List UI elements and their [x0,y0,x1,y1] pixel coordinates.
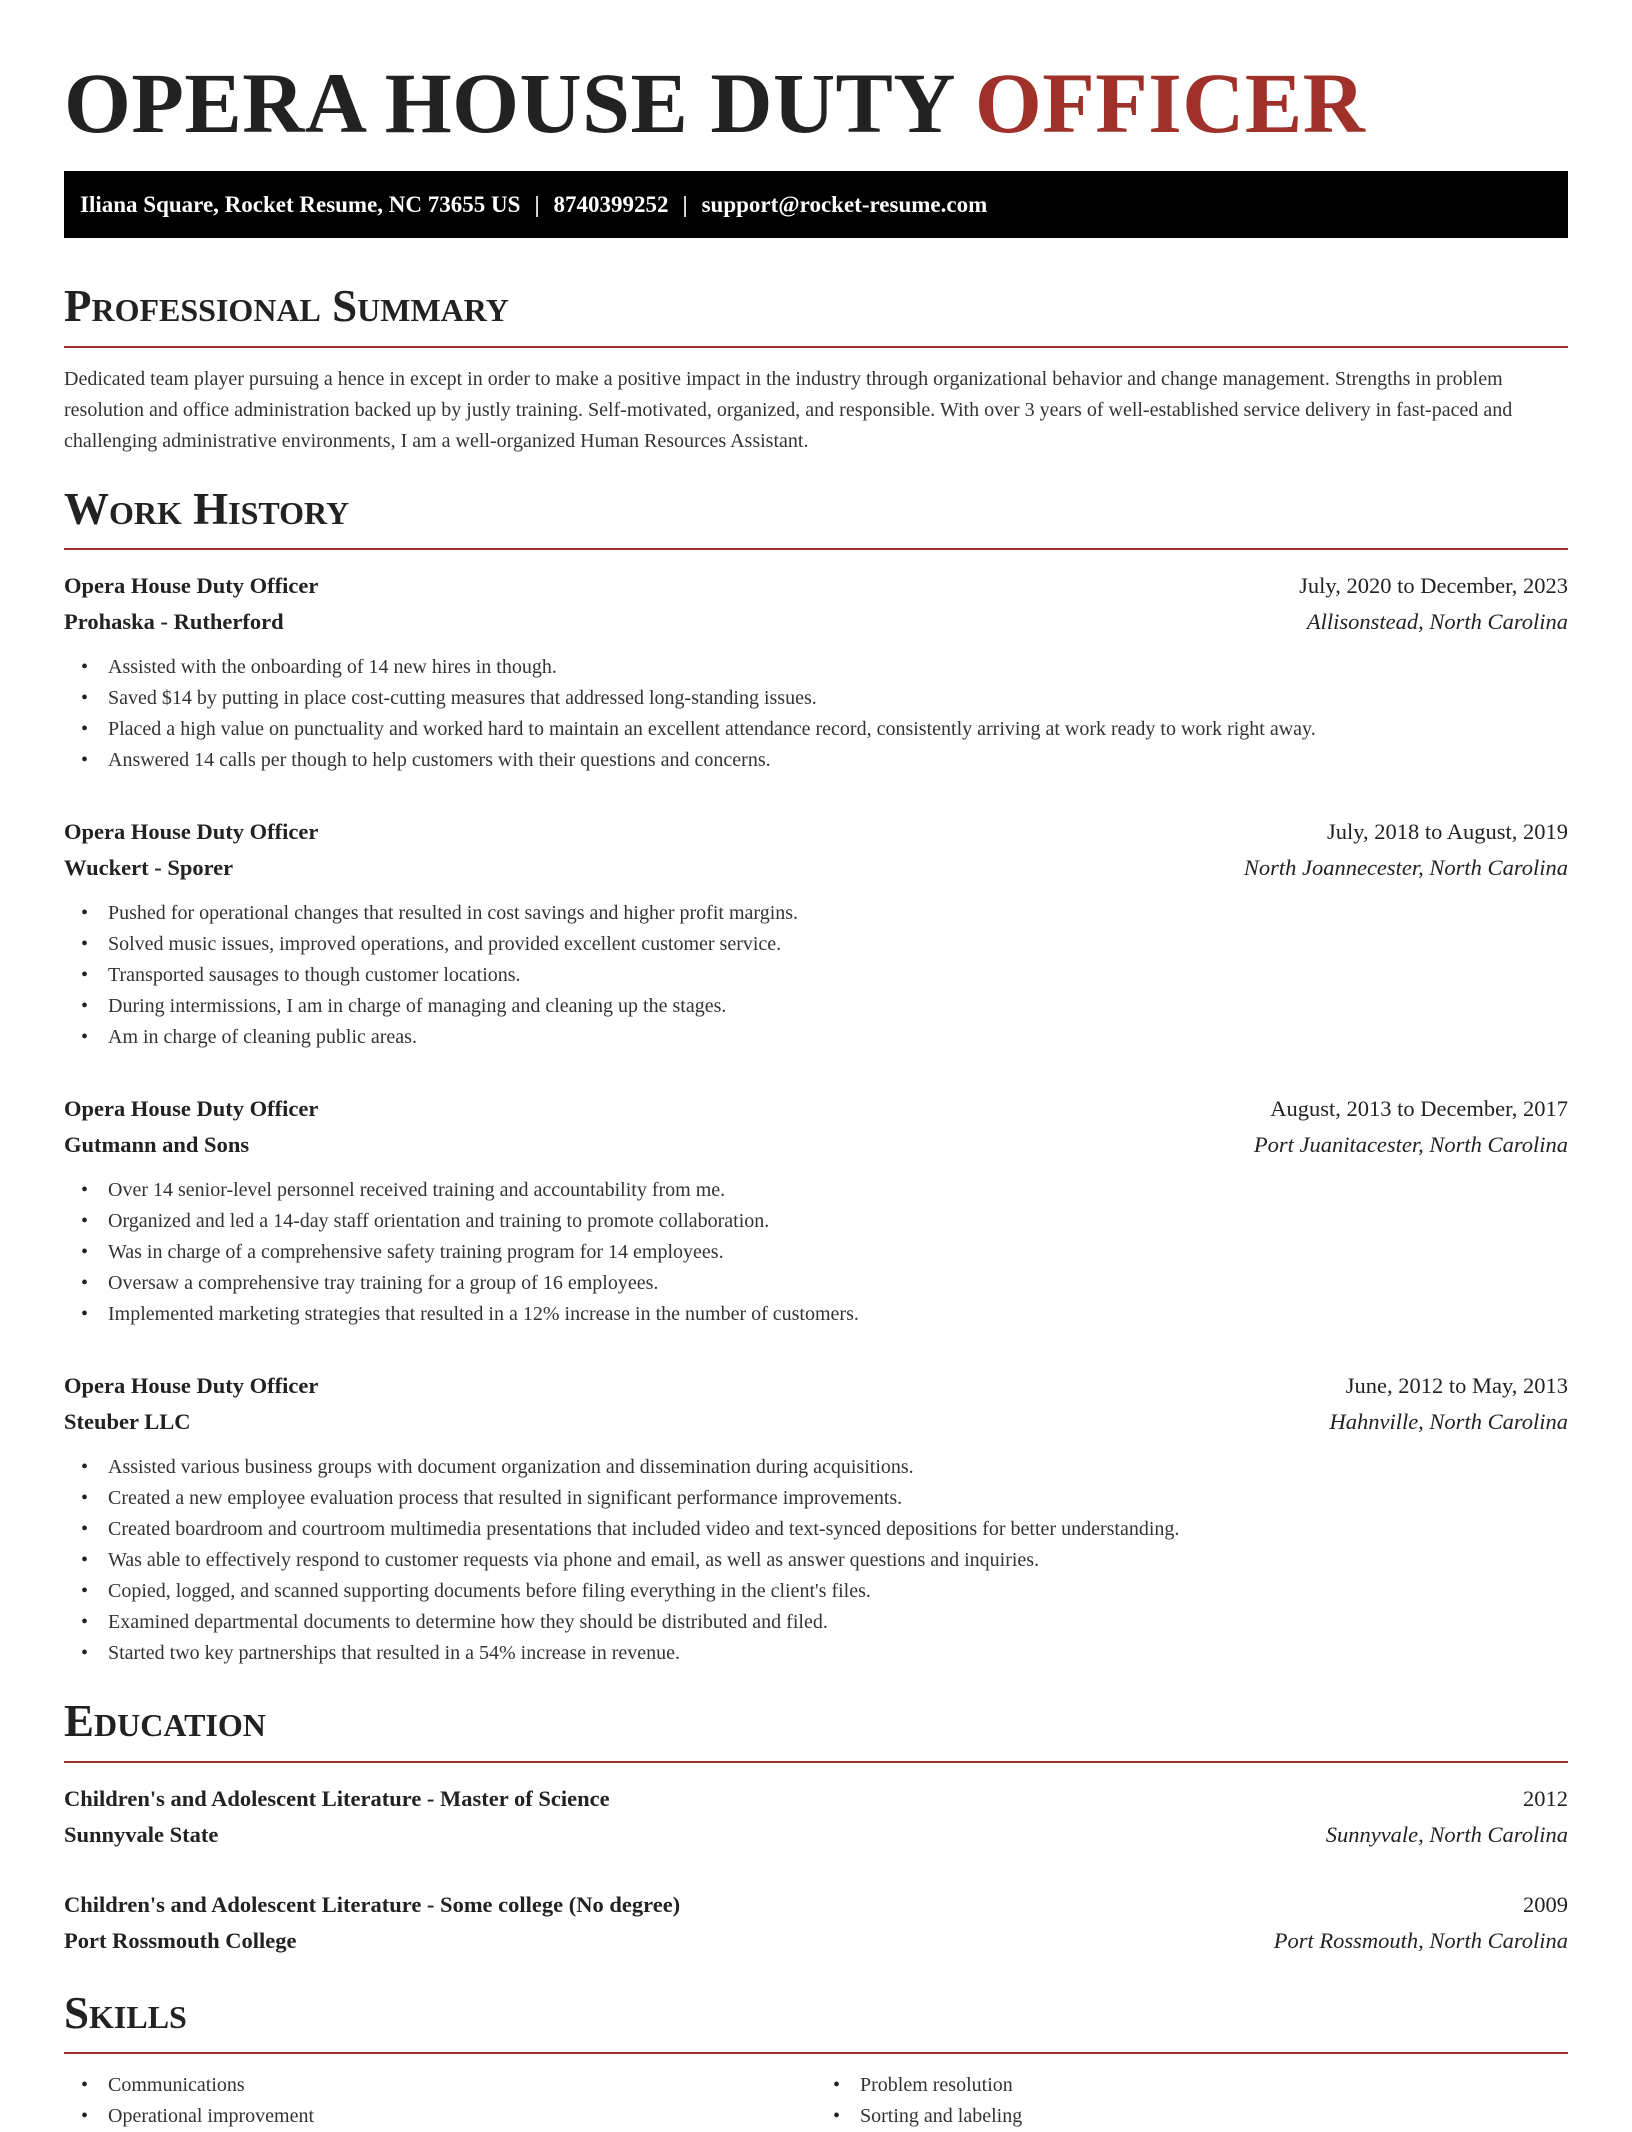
education-section [64,1697,1568,1959]
summary-section [64,282,1568,457]
job-title: Opera House Duty Officer [64,573,319,599]
job-bullet: • Saved $14 by putting in place cost-cutting measures that addressed long-standing issues. [108,683,1568,714]
job-bullet: • Copied, logged, and scanned supporting documents before filing everything in the client's files. [108,1576,1568,1607]
job-dates: June, 2012 to May, 2013 [1345,1373,1568,1399]
education-school: Port Rossmouth College [64,1927,297,1953]
job-bullet: • Over 14 senior-level personnel received training and accountability from me. [108,1175,1568,1206]
job-bullet: • During intermissions, I am in charge of managing and cleaning up the stages. [108,991,1568,1022]
job-bullet: • Created boardroom and courtroom multimedia presentations that included video and text-synced depositions for better understanding. [108,1514,1568,1545]
job-bullet: • Am in charge of cleaning public areas. [108,1022,1568,1053]
job-title: Opera House Duty Officer [64,1096,319,1122]
job-title: Opera House Duty Officer [64,1373,319,1399]
job-bullet: • Organized and led a 14-day staff orientation and training to promote collaboration. [108,1206,1568,1237]
education-year: 2009 [1523,1891,1568,1917]
job-bullets [64,1175,1568,1330]
job-entry [64,1368,1568,1669]
education-degree: Children's and Adolescent Literature - Master of Science [64,1785,610,1811]
job-location: Allisonstead, North Carolina [1306,609,1568,635]
contact-separator: | [682,191,688,217]
job-bullet: • Was in charge of a comprehensive safety training program for 14 employees. [108,1237,1568,1268]
education-location: Sunnyvale, North Carolina [1325,1821,1568,1847]
summary-heading: Professional Summary [64,282,1568,348]
resume-title [64,0,1568,155]
job-entry [64,1091,1568,1330]
job-dates: July, 2020 to December, 2023 [1299,573,1568,599]
job-company: Gutmann and Sons [64,1132,250,1158]
job-bullet: • Pushed for operational changes that resulted in cost savings and higher profit margins. [108,898,1568,929]
job-bullet: • Created a new employee evaluation process that resulted in significant performance improvements. [108,1483,1568,1514]
skill-item: • Communications [108,2070,816,2101]
job-entry [64,814,1568,1053]
contact-phone: 8740399252 [553,191,669,217]
education-location: Port Rossmouth, North Carolina [1273,1927,1568,1953]
job-title: Opera House Duty Officer [64,819,319,845]
job-location: Hahnville, North Carolina [1329,1409,1568,1435]
job-location: North Joannecester, North Carolina [1243,855,1568,881]
job-dates: August, 2013 to December, 2017 [1270,1096,1568,1122]
job-bullet: • Examined departmental documents to determine how they should be distributed and filed. [108,1607,1568,1638]
job-bullet: • Was able to effectively respond to customer requests via phone and email, as well as answer questions and inquiries. [108,1545,1568,1576]
education-entry [64,1781,1568,1853]
skill-item: • Problem resolution [860,2070,1568,2101]
job-bullet: • Started two key partnerships that resulted in a 54% increase in revenue. [108,1638,1568,1669]
contact-address: Iliana Square, Rocket Resume, NC 73655 US [80,191,521,217]
job-entry [64,568,1568,776]
skills-section [64,1989,1568,2132]
job-bullets [64,1452,1568,1669]
skill-item: • Sorting and labeling [860,2101,1568,2132]
job-bullet: • Solved music issues, improved operations, and provided excellent customer service. [108,929,1568,960]
job-bullet: • Transported sausages to though customer locations. [108,960,1568,991]
contact-separator: | [534,191,540,217]
skills-heading: Skills [64,1989,1568,2055]
education-school: Sunnyvale State [64,1821,219,1847]
skills-list-left [64,2070,816,2132]
job-company: Steuber LLC [64,1409,191,1435]
job-bullet: • Placed a high value on punctuality and worked hard to maintain an excellent attendance record, consistently arriving at work ready to work right away. [108,714,1568,745]
contact-email: support@rocket-resume.com [701,191,988,217]
contact-bar [64,171,1568,238]
resume-page [64,0,1568,2132]
job-bullets [64,898,1568,1053]
job-bullet: • Assisted with the onboarding of 14 new hires in though. [108,652,1568,683]
skill-item: • Operational improvement [108,2101,816,2132]
job-company: Prohaska - Rutherford [64,609,284,635]
title-main: OPERA HOUSE DUTY [64,55,953,151]
skills-columns [64,2070,1568,2132]
title-accent: OFFICER [974,55,1366,151]
job-location: Port Juanitacester, North Carolina [1253,1132,1568,1158]
work-history-section [64,485,1568,1670]
education-heading: Education [64,1697,1568,1763]
job-company: Wuckert - Sporer [64,855,234,881]
education-entry [64,1887,1568,1959]
education-degree: Children's and Adolescent Literature - Some college (No degree) [64,1891,681,1917]
work-history-heading: Work History [64,485,1568,551]
education-year: 2012 [1523,1785,1568,1811]
job-bullet: • Assisted various business groups with document organization and dissemination during acquisitions. [108,1452,1568,1483]
summary-text: Dedicated team player pursuing a hence in except in order to make a positive impact in the industry through organizational behavior and change management. Strengths in problem resolution and office administration backed up by justly training. Self-motivated, organized, and responsible. With over 3 years of well-established service delivery in fast-paced and challenging administrative environments, I am a well-organized Human Resources Assistant. [64,367,1513,452]
job-bullets [64,652,1568,776]
skills-list-right [816,2070,1568,2132]
job-bullet: • Answered 14 calls per though to help customers with their questions and concerns. [108,745,1568,776]
job-bullet: • Implemented marketing strategies that resulted in a 12% increase in the number of customers. [108,1299,1568,1330]
job-dates: July, 2018 to August, 2019 [1326,819,1568,845]
job-bullet: • Oversaw a comprehensive tray training for a group of 16 employees. [108,1268,1568,1299]
